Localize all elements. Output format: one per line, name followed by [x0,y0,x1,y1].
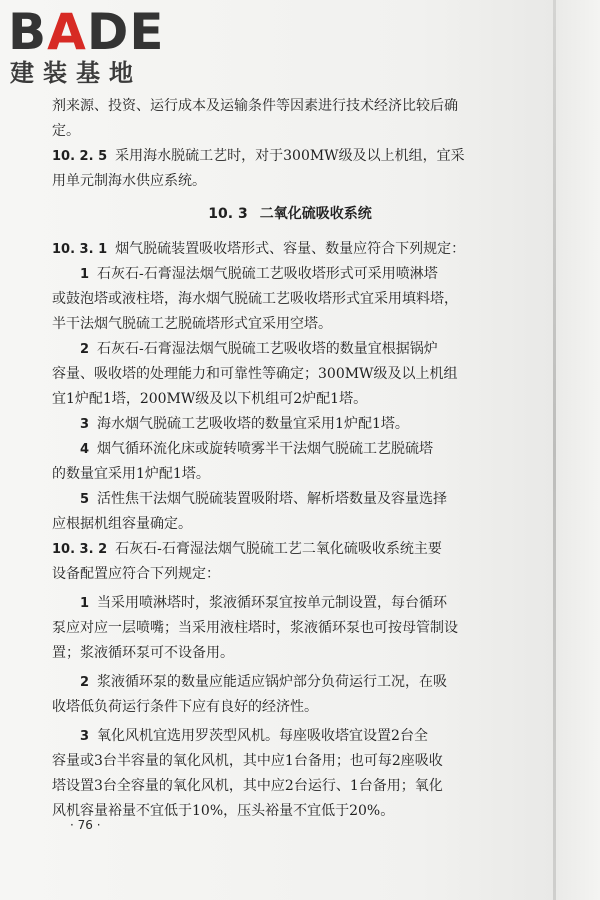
item-number: 2 [80,675,90,690]
page-number: · 76 · [70,818,101,832]
item-number: 5 [80,492,90,507]
clause-10-2-5: 10. 2. 5 采用海水脱硫工艺时，对于300MW级及以上机组，宜采 用单元制海水供应系统。 [52,148,465,189]
clause-number: 10. 3. 2 [52,542,108,557]
page-fold-edge [553,0,556,900]
clause-10-3-1: 10. 3. 1 烟气脱硫装置吸收塔形式、容量、数量应符合下列规定： 1 石灰石-石膏湿法烟气脱硫工艺吸收塔形式可采用喷淋塔 或鼓泡塔或液柱塔，海水烟气脱硫工艺吸收塔形式宜采用填料塔， 半干法烟气脱硫工艺脱硫塔形式宜采用空塔。 2 石灰石-石膏湿法烟气脱硫工艺吸收塔的数量宜根据锅炉 容量、吸收塔的处理能力和可靠性等确定；300MW级及以上机组 宜1炉配1塔，200MW级及以下机组可2炉配1塔。 3 海水烟气脱硫工艺吸收塔的数量宜采用1炉配1塔。 4 烟气循环流化床或旋转喷雾半干法烟气脱硫工艺脱硫塔 的数量宜采用1炉配1塔。 5 活性焦干法烟气脱硫装置吸附塔、解析塔数量及容量选择 应根据机组容量确定。 [52,241,466,532]
clause-10-3-2: 10. 3. 2 石灰石-石膏湿法烟气脱硫工艺二氧化硫吸收系统主要 设备配置应符合下列规定： 1 当采用喷淋塔时，浆液循环泵宜按单元制设置，每台循环 泵应对应一层喷嘴；当采用液柱塔时，浆液循环泵也可按母管制设 置；浆液循环泵可不设备用。 2 浆液循环泵的数量应能适应锅炉部分负荷运行工况，在吸 收塔低负荷运行条件下应有良好的经济性。 3 氧化风机宜选用罗茨型风机。每座吸收塔宜设置2台全 容量或3台半容量的氧化风机，其中应1台备用；也可每2座吸收 塔设置3台全容量的氧化风机，其中应2台运行、1台备用；氧化 风机容量裕量不宜低于10%，压头裕量不宜低于20%。 [52,541,458,819]
document-body [52,94,528,824]
clause-number: 10. 2. 5 [52,149,108,164]
logo-wordmark: BADE [8,3,165,61]
logo-subtitle: 建装基地 [10,59,142,87]
bade-logo [8,3,178,87]
item-number: 3 [80,729,90,744]
clause-number: 10. 3. 1 [52,242,108,257]
item-number: 2 [80,342,90,357]
item-number: 1 [80,267,90,282]
continued-paragraph: 剂来源、投资、运行成本及运输条件等因素进行技术经济比较后确 定。 [52,98,458,139]
item-number: 3 [80,417,90,432]
item-number: 1 [80,596,90,611]
section-heading: 10. 3 二氧化硫吸收系统 [208,206,372,222]
item-number: 4 [80,442,90,457]
